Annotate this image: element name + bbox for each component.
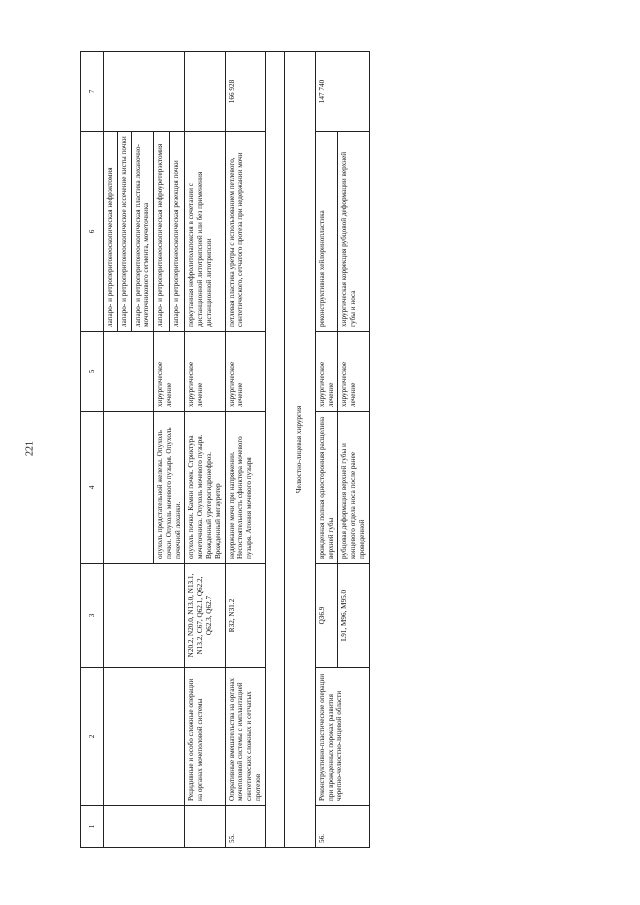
diagnosis-cell: недержание мочи при напряжении. Несостоятельность сфинктера мочевого пузыря. Атония мочевого пузыря [225,412,265,564]
table-row [315,52,338,848]
method-cell: лапаро- и ретроперитонеоскопическая пластика лоханочно-мочеточникового сегмента, мочеточника [131,132,154,332]
treatment-cell: хирургическое лечение [154,332,185,412]
cost-cell [185,52,225,132]
row-number: 56. [315,806,369,848]
name-cell: Оперативные вмешательства на органах мочеполовой системы с имплантацией синтетических сложных и сетчатых протезов [225,668,265,806]
method-cell: лапаро- и ретроперитонеоскопическая резекция почки [169,132,185,332]
treatment-cell: хирургическое лечение [225,332,265,412]
method-cell: перкутанная нефролитолапоксия в сочетании с дистанционной литотрипсией или без применения дистанционной литотрипсии [185,132,225,332]
header-col-2: 2 [81,668,104,806]
method-cell: реконструктивная хейлоринопластика [315,132,338,332]
method-cell: хирургическая коррекция рубцовой деформации верхней губы и носа [338,132,369,332]
header-col-5: 5 [81,332,104,412]
method-cell: лапаро- и ретроперитонеоскопическая нефрэктомия [104,132,118,332]
codes-cell: R32, N31.2 [225,564,265,668]
name-cell: Рецидивные и особо сложные операции на органах мочеполовой системы [185,668,225,806]
row-number [185,806,225,848]
treatment-cell: хирургическое лечение [315,332,338,412]
section-title: Челюстно-лицевая хирургия [284,52,315,848]
name-cell: Реконструктивно-пластические операции при врожденных пороках развития черепно-челюстно-лицевой области [315,668,369,806]
header-col-3: 3 [81,564,104,668]
treatment-cell: хирургическое лечение [185,332,225,412]
codes-cell: N20.2, N20.0, N13.0, N13.1, N13.2, C67, Q62.1, Q62.2, Q62.3, Q62.7 [185,564,225,668]
header-col-6: 6 [81,132,104,332]
cost-cell: 147 740 [315,52,369,132]
diagnosis-cell: опухоль предстательной железы. Опухоль почки. Опухоль мочевого пузыря. Опухоль почечной лоханки. [154,412,185,564]
spacer-row [265,52,284,848]
header-col-4: 4 [81,412,104,564]
row-number: 55. [225,806,265,848]
section-row [284,52,315,848]
treatment-cell: хирургическое лечение [338,332,369,412]
method-cell: петлевая пластика уретры с использованием петлевого, синтетического, сетчатого протеза при недержании мочи [225,132,265,332]
codes-cell: Q36.9 [315,564,338,668]
header-col-1: 1 [81,806,104,848]
codes-cell: L91, M96, M95.0 [338,564,369,668]
landscape-page [80,52,600,848]
table-row [185,52,225,848]
table-row [225,52,265,848]
method-cell: лапаро- и ретроперитонеоскопическое иссечение кисты почки [117,132,131,332]
header-row [81,52,104,848]
medical-care-table [80,51,370,848]
page-number: 221 [24,441,36,456]
diagnosis-cell: опухоль почки. Камни почек. Стриктура мочеточника. Опухоль мочевого пузыря. Врожденный уретерогидронефроз. Врожденный мегауретер [185,412,225,564]
diagnosis-cell: рубцовая деформация верхней губы и концевого отдела носа после ранее проведенной [338,412,369,564]
header-col-7: 7 [81,52,104,132]
diagnosis-cell: врожденная полная односторонняя расщелина верхней губы [315,412,338,564]
cost-cell: 166 928 [225,52,265,132]
table-row [104,52,118,848]
method-cell: лапаро- и ретроперитонеоскопическая нефроуретерэктомия [154,132,170,332]
